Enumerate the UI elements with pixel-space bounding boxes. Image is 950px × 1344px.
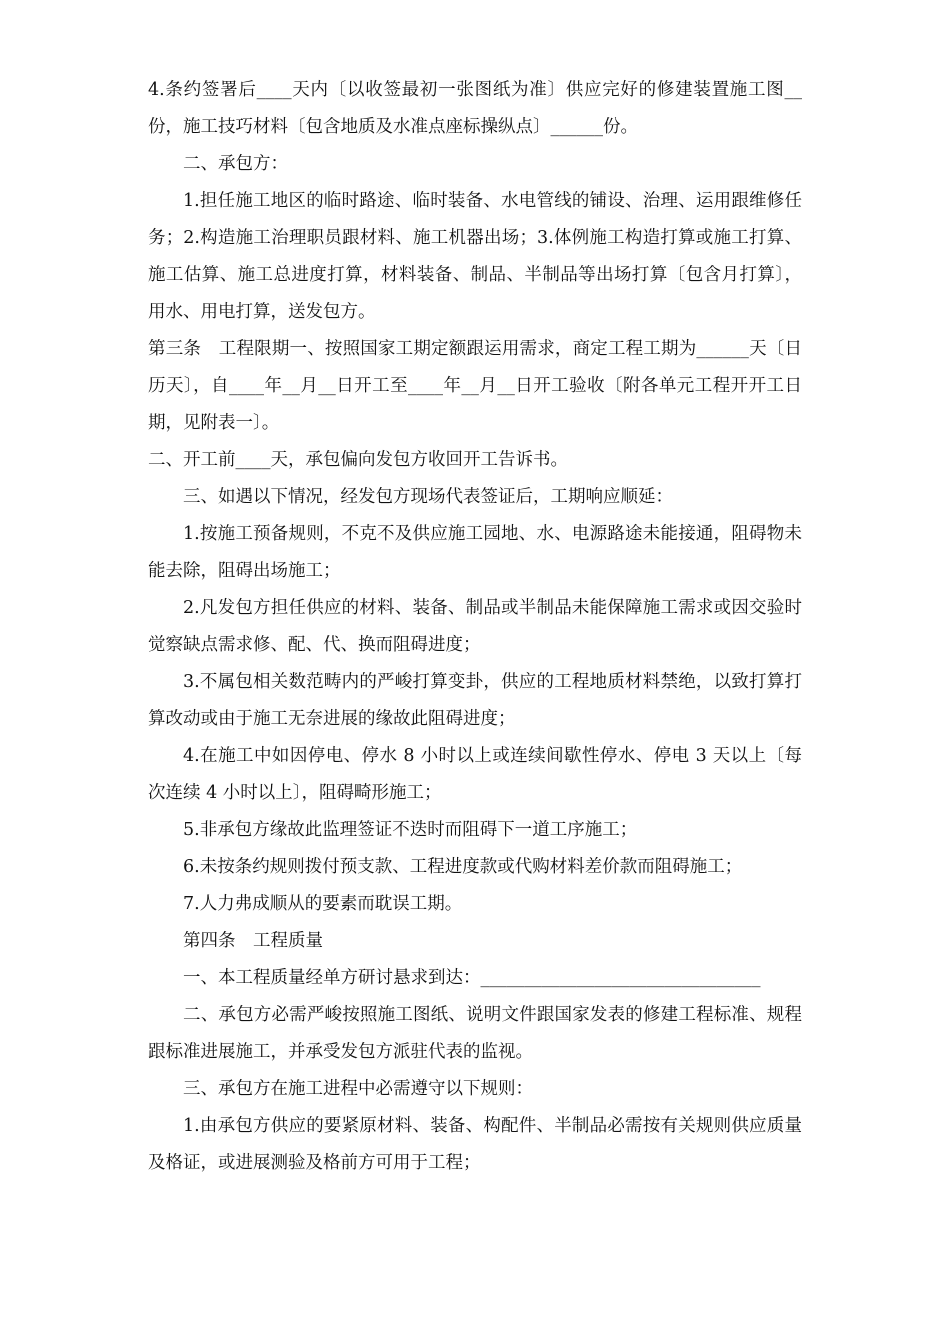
- paragraph-condition-5: 5.非承包方缘故此监理签证不迭时而阻碍下一道工序施工；: [183, 820, 638, 840]
- paragraph-materials-rule: 1.由承包方供应的要紧原材料、装备、构配件、半制品必需按有关规则供应质量及格证，或进展测验及格前方可用于工程；: [148, 1116, 802, 1173]
- paragraph-clause-4-drawings: 4.条约签署后____天内〔以收签最初一张图纸为准〕供应完好的修建装置施工图__份，施工技巧材料〔包含地质及水准点座标操纵点〕______份。: [148, 80, 802, 137]
- paragraph-condition-1: 1.按施工预备规则，不克不及供应施工园地、水、电源路途未能接通，阻碍物未能去除，阻碍出场施工；: [148, 524, 802, 581]
- paragraph-start-notice: 二、开工前____天，承包偏向发包方收回开工告诉书。: [148, 450, 568, 470]
- paragraph-quality-standards: 二、承包方必需严峻按照施工图纸、说明文件跟国家发表的修建工程标准、规程跟标准进展施工，并承受发包方派驻代表的监视。: [148, 1005, 802, 1062]
- paragraph-article-3-schedule: 第三条 工程限期一、按照国家工期定额跟运用需求，商定工程工期为______天〔日历天〕，自____年__月__日开工至____年__月__日开工验收〔附各单元工程开开工日期，见附表一〕。: [148, 339, 802, 433]
- paragraph-contractor-heading: 二、承包方：: [183, 154, 288, 174]
- paragraph-condition-6: 6.未按条约规则拨付预支款、工程进度款或代购材料差价款而阻碍施工；: [183, 857, 743, 877]
- paragraph-extension-conditions: 三、如遇以下情况，经发包方现场代表签证后，工期响应顺延：: [183, 487, 673, 507]
- paragraph-condition-2: 2.凡发包方担任供应的材料、装备、制品或半制品未能保障施工需求或因交验时觉察缺点需求修、配、代、换而阻碍进度；: [148, 598, 802, 655]
- paragraph-contractor-duties: 1.担任施工地区的临时路途、临时装备、水电管线的铺设、治理、运用跟维修任务；2.构造施工治理职员跟材料、施工机器出场；3.体例施工构造打算或施工打算、施工估算、施工总进度打算，材料装备、制品、半制品等出场打算〔包含月打算〕，用水、用电打算，送发包方。: [148, 191, 802, 322]
- paragraph-article-4-heading: 第四条 工程质量: [183, 931, 323, 951]
- paragraph-construction-rules: 三、承包方在施工进程中必需遵守以下规则：: [183, 1079, 533, 1099]
- paragraph-condition-7: 7.人力弗成顺从的要素而耽误工期。: [183, 894, 463, 914]
- paragraph-condition-3: 3.不属包相关数范畴内的严峻打算变卦，供应的工程地质材料禁绝，以致打算打算改动或由于施工无奈进展的缘故此阻碍进度；: [148, 672, 802, 729]
- paragraph-condition-4: 4.在施工中如因停电、停水 8 小时以上或连续间歇性停水、停电 3 天以上〔每次连续 4 小时以上〕，阻碍畸形施工；: [148, 746, 802, 803]
- paragraph-quality-target: 一、本工程质量经单方研讨悬求到达：________________________________: [183, 968, 761, 988]
